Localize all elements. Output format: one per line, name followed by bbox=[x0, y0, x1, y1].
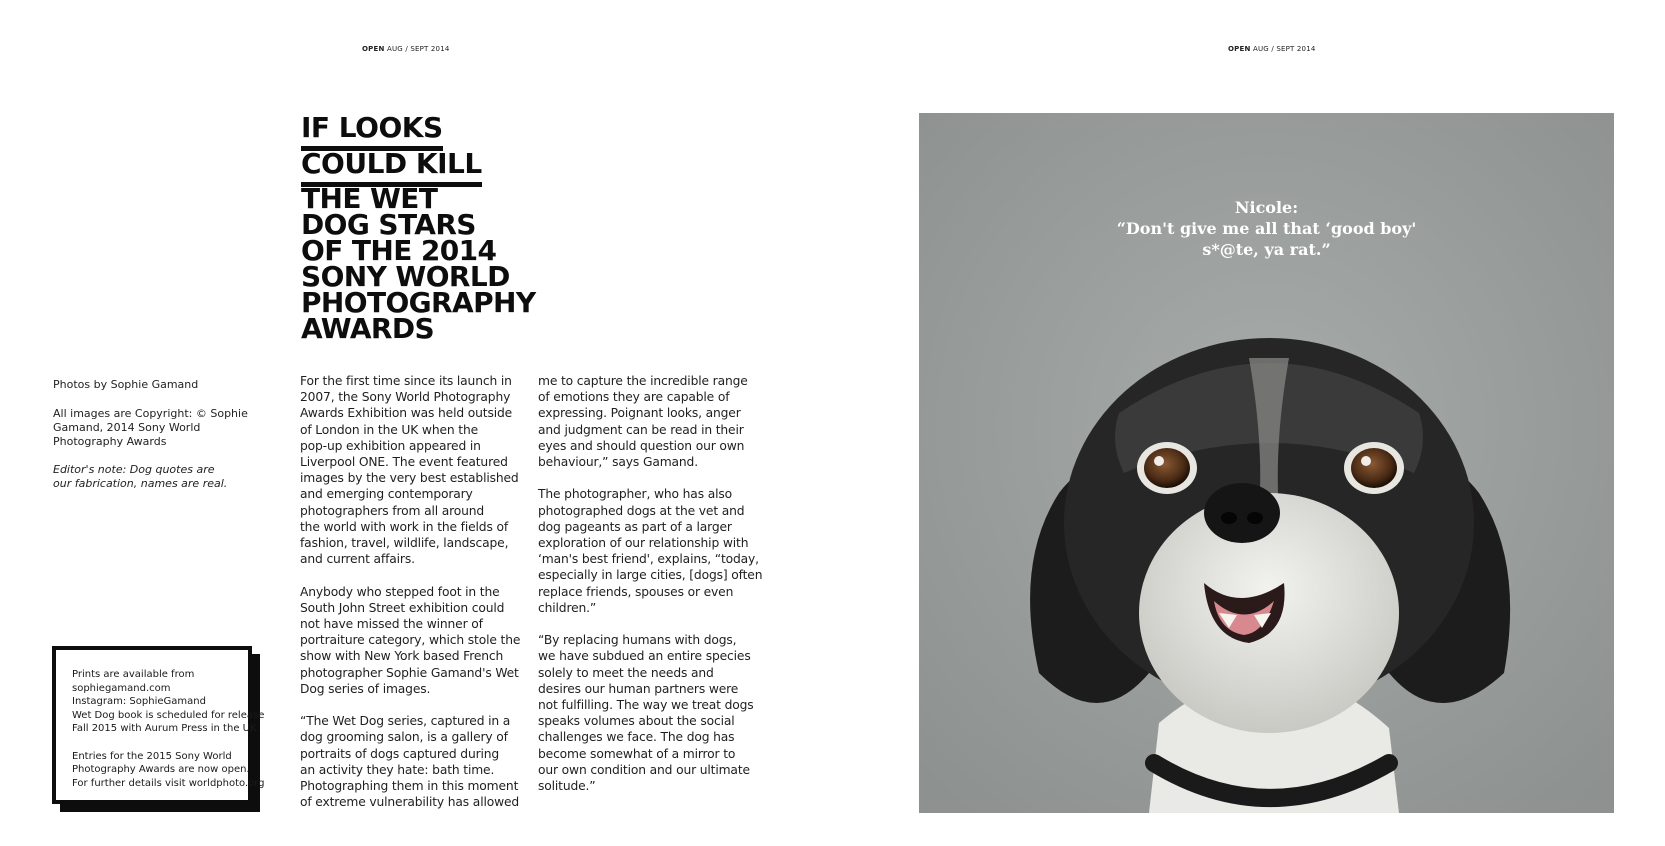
article-line: “By replacing humans with dogs, bbox=[538, 633, 737, 648]
article-line: “The Wet Dog series, captured in a bbox=[300, 714, 511, 729]
editor-note-line: our fabrication, names are real. bbox=[53, 477, 228, 490]
headline-text: COULD KILL bbox=[301, 147, 482, 187]
info-line: Photography Awards are now open. bbox=[72, 764, 250, 776]
folio-brand: OPEN bbox=[1228, 45, 1251, 53]
article-line: images by the very best established bbox=[300, 471, 519, 486]
article-line: eyes and should question our own bbox=[538, 438, 745, 453]
article-paragraph bbox=[538, 373, 763, 470]
article-line: solely to meet the needs and bbox=[538, 665, 714, 680]
article-line: an activity they hate: bath time. bbox=[300, 762, 495, 777]
article-line: become somewhat of a mirror to bbox=[538, 746, 736, 761]
folio-brand: OPEN bbox=[362, 45, 385, 53]
editor-note-line: Editor's note: Dog quotes are bbox=[53, 463, 215, 476]
editor-note bbox=[53, 463, 263, 491]
info-box bbox=[52, 646, 265, 804]
dog-photo bbox=[919, 113, 1614, 813]
article-line: our own condition and our ultimate bbox=[538, 762, 750, 777]
headline-line-2 bbox=[301, 147, 482, 180]
article-line: For the first time since its launch in bbox=[300, 374, 512, 388]
article-line: exploration of our relationship with bbox=[538, 536, 749, 551]
article-line: challenges we face. The dog has bbox=[538, 730, 735, 745]
article-line: and emerging contemporary bbox=[300, 487, 473, 502]
article-line: not have missed the winner of bbox=[300, 617, 483, 632]
article-line: of extreme vulnerability has allowed bbox=[300, 795, 520, 810]
article-line: we have subdued an entire species bbox=[538, 649, 751, 664]
article-line: and current affairs. bbox=[300, 552, 415, 567]
article-line: desires our human partners were bbox=[538, 681, 739, 696]
article-line: the world with work in the fields of bbox=[300, 519, 509, 534]
article-line: fashion, travel, wildlife, landscape, bbox=[300, 536, 509, 551]
subheadline-line: THE WET bbox=[301, 182, 438, 215]
subheadline bbox=[301, 182, 536, 345]
article-paragraph bbox=[300, 373, 525, 567]
info-line: Wet Dog book is scheduled for release bbox=[72, 709, 265, 721]
article-line: 2007, the Sony World Photography bbox=[300, 390, 511, 405]
article-line: of emotions they are capable of bbox=[538, 390, 730, 405]
article-line: The photographer, who has also bbox=[538, 487, 732, 502]
folio-left bbox=[362, 45, 450, 53]
article-line: of London in the UK when the bbox=[300, 422, 479, 437]
subheadline-line: AWARDS bbox=[301, 312, 435, 345]
article-line: solitude.” bbox=[538, 779, 596, 794]
article-line: portraiture category, which stole the bbox=[300, 633, 521, 648]
info-line: For further details visit worldphoto.org bbox=[72, 777, 265, 789]
photo-credit: Photos by Sophie Gamand bbox=[53, 378, 199, 391]
article-line: photographer Sophie Gamand's Wet bbox=[300, 665, 519, 680]
info-line: Instagram: SophieGamand bbox=[72, 696, 206, 708]
copyright-note: All images are Copyright: © Sophie Gamand, 2014 Sony World Photography Awards bbox=[53, 407, 248, 448]
article-line: Liverpool ONE. The event featured bbox=[300, 455, 508, 470]
article-line: not fulfilling. The way we treat dogs bbox=[538, 698, 754, 713]
caption-line: Nicole: bbox=[1234, 198, 1299, 217]
article-paragraph bbox=[300, 713, 525, 810]
subheadline-line: DOG STARS bbox=[301, 208, 476, 241]
info-line: Fall 2015 with Aurum Press in the UK. bbox=[72, 723, 260, 735]
article-line: Anybody who stepped foot in the bbox=[300, 584, 500, 599]
article-line: expressing. Poignant looks, anger bbox=[538, 406, 741, 421]
article-line: behaviour,” says Gamand. bbox=[538, 455, 698, 470]
article-paragraph bbox=[538, 632, 763, 794]
article-line: Awards Exhibition was held outside bbox=[300, 406, 513, 421]
subheadline-line: SONY WORLD bbox=[301, 260, 510, 293]
article-line: dog grooming salon, is a gallery of bbox=[300, 730, 508, 745]
caption-line: “Don't give me all that ‘good boy' bbox=[1116, 219, 1417, 238]
subheadline-line: PHOTOGRAPHY bbox=[301, 286, 536, 319]
info-line: Prints are available from bbox=[72, 669, 195, 680]
article-line: ‘man's best friend', explains, “today, bbox=[538, 552, 759, 567]
article-line: speaks volumes about the social bbox=[538, 714, 735, 729]
folio-issue: AUG / SEPT 2014 bbox=[1252, 45, 1316, 53]
article-line: dog pageants as part of a larger bbox=[538, 519, 732, 534]
photo-caption bbox=[919, 197, 1614, 260]
info-line: sophiegamand.com bbox=[72, 682, 171, 694]
headline-line-1 bbox=[301, 111, 443, 144]
article-line: me to capture the incredible range bbox=[538, 374, 748, 388]
article-line: Dog series of images. bbox=[300, 681, 431, 696]
caption-line: s*@te, ya rat.” bbox=[1202, 240, 1331, 259]
article-column-1 bbox=[300, 373, 525, 827]
folio-issue: AUG / SEPT 2014 bbox=[386, 45, 450, 53]
info-line: Entries for the 2015 Sony World bbox=[72, 750, 232, 762]
article-line: photographed dogs at the vet and bbox=[538, 503, 745, 518]
subheadline-line: OF THE 2014 bbox=[301, 234, 497, 267]
article-line: and judgment can be read in their bbox=[538, 422, 744, 437]
article-line: children.” bbox=[538, 600, 597, 615]
article-line: replace friends, spouses or even bbox=[538, 584, 734, 599]
article-line: pop-up exhibition appeared in bbox=[300, 438, 481, 453]
article-line: photographers from all around bbox=[300, 503, 485, 518]
article-column-2 bbox=[538, 373, 763, 810]
folio-right bbox=[1228, 45, 1316, 53]
headline-text: IF LOOKS bbox=[301, 111, 443, 151]
article-line: South John Street exhibition could bbox=[300, 600, 505, 615]
article-line: portraits of dogs captured during bbox=[300, 746, 500, 761]
article-paragraph bbox=[300, 584, 525, 697]
article-line: show with New York based French bbox=[300, 649, 504, 664]
article-line: Photographing them in this moment bbox=[300, 779, 519, 794]
article-line: especially in large cities, [dogs] often bbox=[538, 568, 763, 583]
article-paragraph bbox=[538, 486, 763, 616]
